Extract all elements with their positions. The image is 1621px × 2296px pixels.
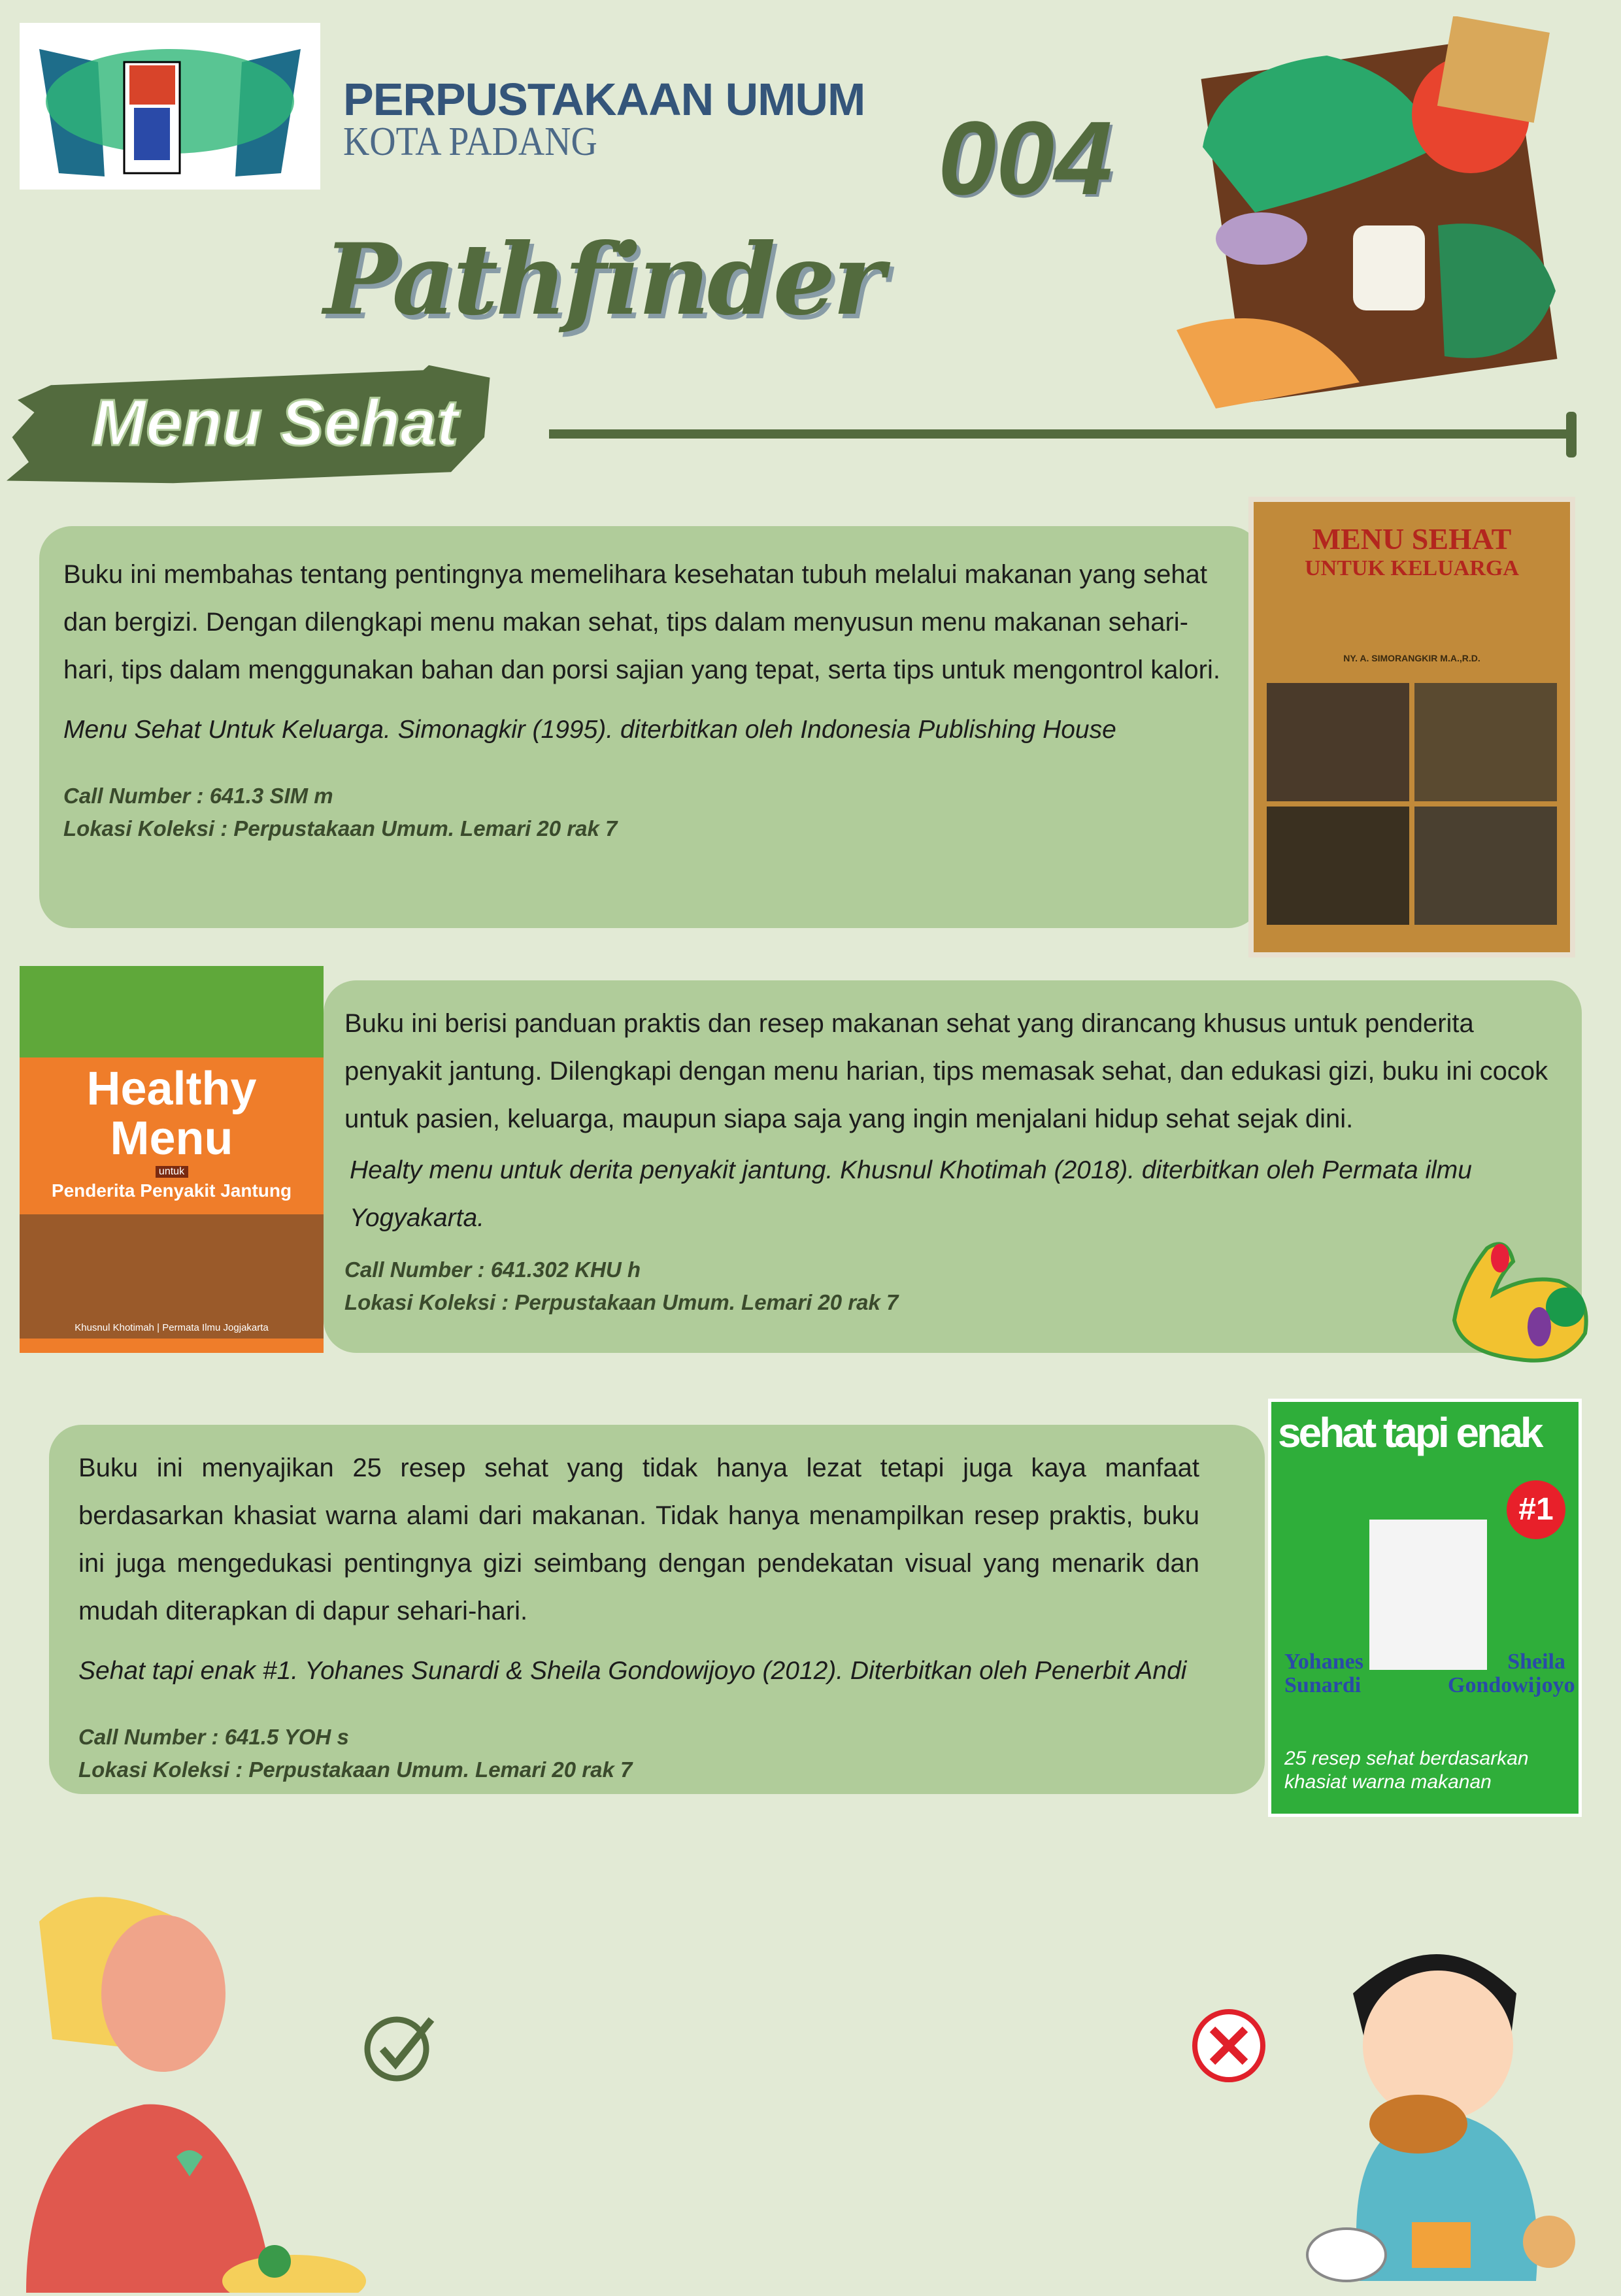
book-citation: Menu Sehat Untuk Keluarga. Simonagkir (1995). diterbitkan oleh Indonesia Publishing House <box>63 716 1116 744</box>
cross-icon <box>1190 2006 1268 2085</box>
collection-location: Lokasi Koleksi : Perpustakaan Umum. Lemari 20 rak 7 <box>344 1290 899 1314</box>
book-cover-1[interactable] <box>1248 497 1575 957</box>
page-title: Pathfinder <box>324 222 882 337</box>
divider-end <box>1566 412 1577 458</box>
call-number: Call Number : 641.5 YOH s <box>78 1725 349 1749</box>
woman-eating-salad-illustration <box>13 1882 392 2293</box>
book-cover-2[interactable] <box>20 966 324 1353</box>
divider <box>549 429 1575 439</box>
org-city: KOTA PADANG <box>343 120 597 164</box>
section-title: Menu Sehat <box>92 386 459 459</box>
call-number: Call Number : 641.3 SIM m <box>63 784 333 808</box>
book-card-2 <box>324 980 1582 1353</box>
cover-tagline: 25 resep sehat berdasarkan khasiat warna makanan <box>1284 1748 1529 1793</box>
vegetables-illustration <box>1163 16 1575 418</box>
book-description: Buku ini membahas tentang pentingnya memelihara kesehatan tubuh melalui makanan yang sehat dan bergizi. Dengan dilengkapi menu makan sehat, tips dalam menyusun menu makanan sehari-hari, tips dalam menggunakan bahan dan porsi sajian yang tepat, serta tips untuk mengontrol kalori. <box>63 560 1220 684</box>
pathfinder-number: 004 <box>938 99 1112 216</box>
call-number: Call Number : 641.302 KHU h <box>344 1257 641 1282</box>
cover-title: sehat tapi enak <box>1278 1409 1541 1456</box>
cover-subtitle: UNTUK KELUARGA <box>1305 556 1519 580</box>
cover-author-2: Sheila Gondowijoyo <box>1448 1650 1575 1697</box>
cover-footer: Khusnul Khotimah | Permata Ilmu Jogjakarta <box>75 1322 269 1333</box>
cover-chicken-photo <box>20 1214 324 1339</box>
book-citation: Healty menu untuk derita penyakit jantung. Khusnul Khotimah (2018). diterbitkan oleh Permata ilmu Yogyakarta. <box>350 1156 1472 1232</box>
cover-vegetables <box>20 966 324 1057</box>
book-citation: Sehat tapi enak #1. Yohanes Sunardi & Sheila Gondowijoyo (2012). Diterbitkan oleh Penerbit Andi <box>78 1657 1187 1685</box>
cover-chefs-photo <box>1369 1520 1487 1670</box>
cover-author-1: Yohanes Sunardi <box>1284 1650 1363 1697</box>
library-logo <box>20 23 320 190</box>
book-cover-3[interactable] <box>1268 1399 1582 1817</box>
cover-title: MENU SEHAT <box>1312 522 1512 556</box>
cover-untuk: untuk <box>156 1166 188 1178</box>
collection-location: Lokasi Koleksi : Perpustakaan Umum. Lemari 20 rak 7 <box>63 816 618 840</box>
book-description: Buku ini menyajikan 25 resep sehat yang tidak hanya lezat tetapi juga kaya manfaat berdasarkan khasiat warna alami dari makanan. Tidak hanya menampilkan resep praktis, buku ini juga mengedukasi pentingnya gizi seimbang dengan pendekatan visual yang menarik dan mudah diterapkan di dapur sehari-hari. <box>78 1454 1199 1625</box>
cover-badge: #1 <box>1507 1480 1565 1539</box>
book-description: Buku ini berisi panduan praktis dan resep makanan sehat yang dirancang khusus untuk penderita penyakit jantung. Dilengkapi dengan menu harian, tips memasak sehat, dan edukasi gizi, buku ini cocok untuk pasien, keluarga, maupun siapa saja yang ingin menjalani hidup sehat sejak dini. <box>344 1009 1548 1133</box>
cover-author: NY. A. SIMORANGKIR M.A.,R.D. <box>1343 653 1480 663</box>
collection-location: Lokasi Koleksi : Perpustakaan Umum. Lemari 20 rak 7 <box>78 1757 633 1782</box>
book-card-1 <box>39 526 1262 928</box>
check-icon <box>363 2013 435 2082</box>
book-card-3 <box>49 1425 1265 1794</box>
cover-photos <box>1267 683 1557 925</box>
org-name: PERPUSTAKAAN UMUM <box>343 74 865 125</box>
cover-title: Healthy Menu <box>86 1063 257 1165</box>
child-eating-junk-food-illustration <box>1275 1915 1614 2288</box>
cover-subtitle: Penderita Penyakit Jantung <box>51 1180 292 1201</box>
healthy-arm-icon <box>1448 1235 1595 1366</box>
